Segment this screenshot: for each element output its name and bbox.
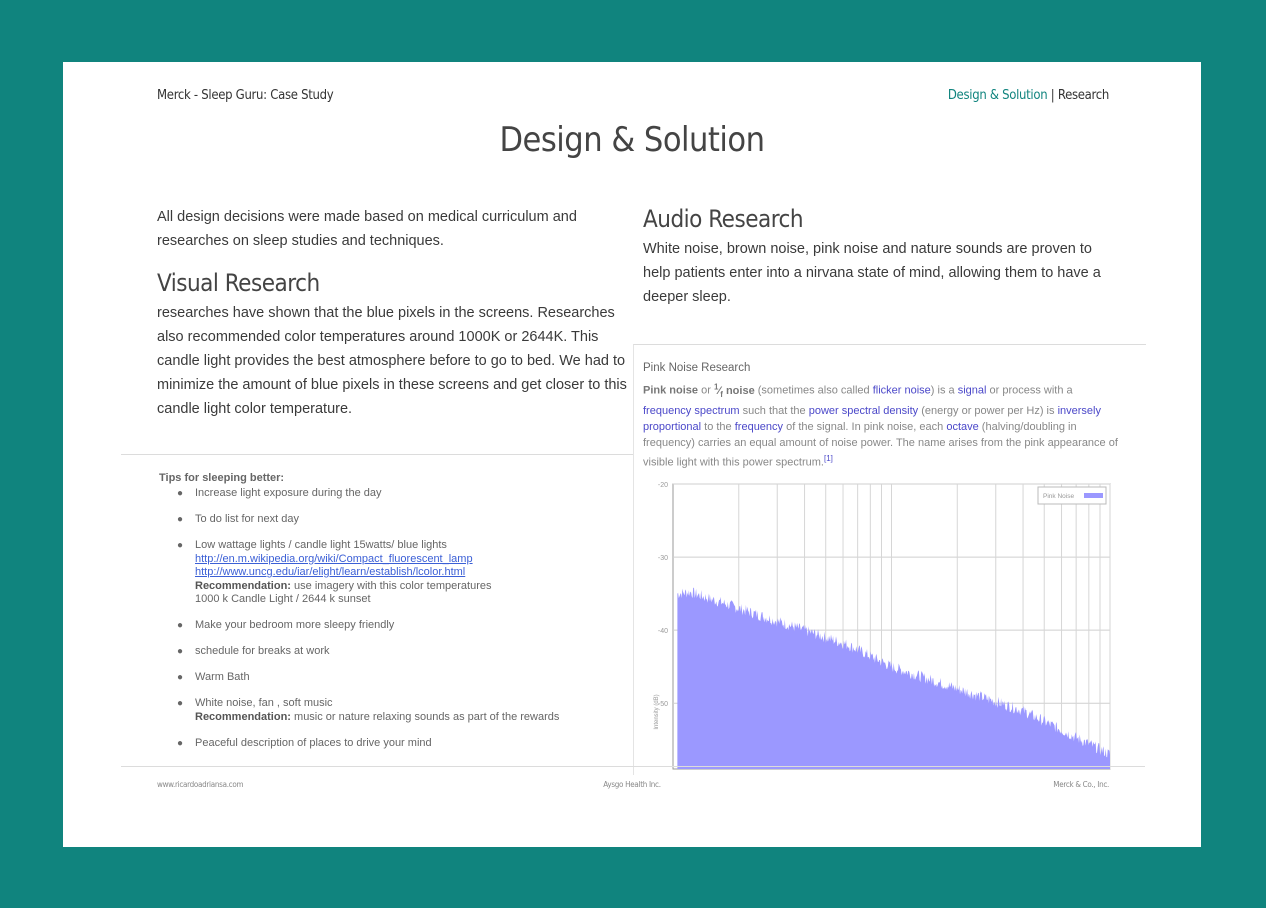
- list-item: ● To do list for next day: [177, 513, 299, 525]
- y-axis-label: Intensity (dB): [654, 694, 660, 730]
- intro-paragraph: All design decisions were made based on medical curriculum and researches on sleep studies and techniques.: [157, 209, 577, 249]
- citation-link[interactable]: [1]: [823, 453, 833, 463]
- list-item: ● Make your bedroom more sleepy friendly: [177, 619, 395, 631]
- visual-research-heading: Visual Research: [157, 269, 320, 297]
- pink-noise-description: Pink noise or $^1⁄_f$ noise (sometimes also called flicker noise) is a signal or process with a frequency spectrum such that the power spectral density (energy or power per Hz) is inversely proportional to the frequency of the signal. In pink noise, each octave (halving/doubling in frequency) carries an equal amount of noise power. The name arises from the pink appearance of visible light with this power spectrum.[1]: [643, 382, 1118, 469]
- bullet-icon: ●: [177, 488, 184, 499]
- y-tick-label: -20: [657, 482, 668, 489]
- divider: [121, 454, 633, 455]
- list-item: ● Increase light exposure during the day: [177, 487, 382, 499]
- breadcrumb: [948, 88, 1109, 103]
- bullet-icon: ●: [177, 540, 184, 551]
- link-frequency[interactable]: frequency: [734, 420, 784, 433]
- link-flicker-noise[interactable]: flicker noise: [872, 384, 931, 397]
- legend-swatch: [1084, 493, 1103, 498]
- pink-noise-title: Pink Noise Research: [643, 362, 751, 374]
- bullet-icon: ●: [177, 646, 184, 657]
- breadcrumb-current: Research: [1057, 88, 1109, 103]
- bullet-icon: ●: [177, 737, 184, 749]
- footer-left: www.ricardoadriansa.com: [157, 780, 244, 789]
- link-uncg-light-color[interactable]: http://www.uncg.edu/iar/elight/learn/establish/lcolor.html: [195, 566, 466, 578]
- pink-noise-spectrum-chart: [646, 472, 1116, 772]
- bullet-icon: ●: [177, 620, 184, 631]
- list-item: ● White noise, fan , soft music Recommendation: music or nature relaxing sounds as part of the rewards: [177, 697, 560, 723]
- bullet-icon: ●: [177, 672, 184, 683]
- visual-research-text: researches have shown that the blue pixels in the screens. Researches also recommended color temperatures around 1000K or 2644K. This candle light provides the best atmosphere before to go to bed. We had to minimize the amount of blue pixels in these screens and get closer to this candle light color temperature.: [157, 305, 627, 417]
- link-power-spectral-density[interactable]: power spectral density: [808, 404, 919, 417]
- y-tick-label: -30: [657, 555, 668, 563]
- document-page: [63, 62, 1201, 847]
- y-tick-label: -40: [657, 628, 668, 636]
- breadcrumb-separator: |: [1050, 88, 1055, 103]
- link-compact-fluorescent-lamp[interactable]: http://en.m.wikipedia.org/wiki/Compact_fluorescent_lamp: [195, 552, 473, 565]
- link-octave[interactable]: octave: [946, 420, 979, 433]
- audio-research-text: White noise, brown noise, pink noise and nature sounds are proven to help patients enter into a nirvana state of mind, allowing them to have a deeper sleep.: [643, 241, 1101, 305]
- list-item: ● Low wattage lights / candle light 15watts/ blue lights http://en.m.wikipedia.org/wiki/Compact_fluorescent_lamp http://www.uncg.edu/iar/elight/learn/establish/lcolor.html Recommendation: use imagery with this color temperatures 1000 k Candle Light / 2644 k sunset: [177, 539, 492, 605]
- doc-title: Merck - Sleep Guru: Case Study: [157, 88, 334, 103]
- audio-research-heading: Audio Research: [643, 205, 804, 233]
- link-signal[interactable]: signal: [957, 384, 987, 397]
- tips-title: Tips for sleeping better:: [159, 472, 285, 484]
- link-inversely-proportional[interactable]: inversely proportional: [643, 404, 1101, 433]
- legend-label: Pink Noise: [1043, 493, 1075, 500]
- y-tick-label: -50: [657, 701, 668, 709]
- footer-center: Aysgo Health Inc.: [603, 780, 661, 789]
- footer-right: Merck & Co., Inc.: [1053, 780, 1109, 789]
- list-item: ● schedule for breaks at work: [177, 645, 330, 657]
- link-frequency-spectrum[interactable]: frequency spectrum: [643, 404, 740, 417]
- bullet-icon: ●: [177, 698, 184, 709]
- list-item: ● Warm Bath: [177, 671, 250, 683]
- bullet-icon: ●: [177, 514, 184, 525]
- footer-divider: [121, 766, 1145, 767]
- list-item: ● Peaceful description of places to drive your mind: [177, 736, 432, 749]
- breadcrumb-section-link[interactable]: Design & Solution: [947, 88, 1048, 103]
- tips-list-section: [159, 472, 629, 763]
- page-title: Design & Solution: [499, 120, 765, 160]
